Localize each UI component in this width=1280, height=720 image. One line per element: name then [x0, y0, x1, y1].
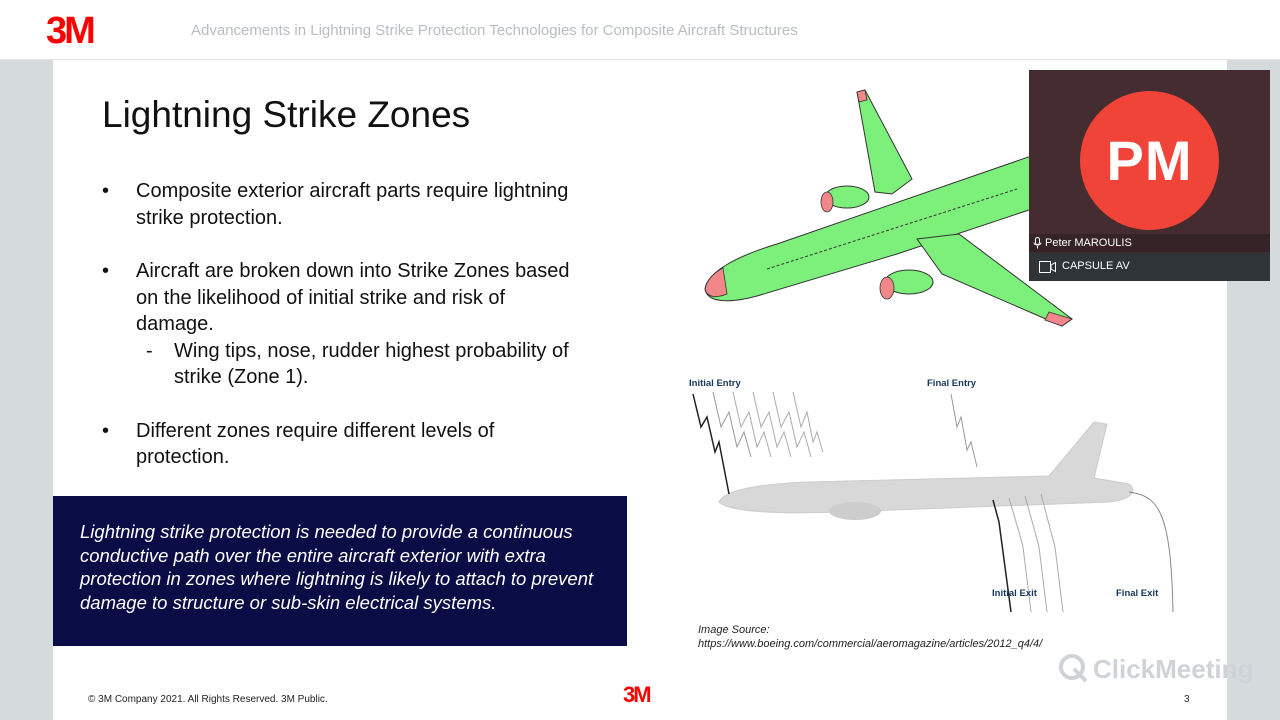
brand-logo: 3M [46, 10, 93, 52]
bullet-item [102, 258, 572, 391]
initial-exit-label: Initial Exit [992, 588, 1037, 599]
bullet-item [102, 418, 572, 471]
bullet-text: Different zones require different levels of protection. [136, 419, 495, 468]
callout-box [53, 496, 627, 646]
final-entry-label: Final Entry [927, 378, 977, 389]
callout-text: Lightning strike protection is needed to provide a continuous conductive path over the entire aircraft exterior with extra protection in zones where lightning is likely to attach to prevent damage to structure or sub-skin electrical systems. [80, 521, 594, 613]
page-number: 3 [1184, 694, 1190, 705]
lightning-path-illustration [689, 372, 1179, 612]
footer-copyright: © 3M Company 2021. All Rights Reserved. 3M Public. [88, 694, 328, 705]
clickmeeting-watermark: ClickMeeting [1093, 654, 1254, 684]
final-exit-label: Final Exit [1116, 588, 1159, 599]
top-bar [0, 0, 1280, 60]
image-source-credit [698, 623, 1042, 651]
strike-zone-aircraft-illustration [697, 84, 1077, 334]
microphone-icon[interactable] [1033, 237, 1042, 249]
sub-bullet-item [102, 338, 572, 391]
sub-bullet-dash: - [146, 339, 153, 362]
device-row [1029, 253, 1270, 281]
participant-video-tile[interactable] [1029, 70, 1270, 281]
participant-name-row [1029, 234, 1270, 252]
bullet-dot: • [102, 180, 110, 202]
image-source-url: https://www.boeing.com/commercial/aeromagazine/articles/2012_q4/4/ [698, 638, 1043, 650]
stage-margin-left [0, 60, 53, 720]
footer-logo: 3M [623, 682, 650, 707]
avatar: PM [1080, 91, 1219, 230]
bullet-list [102, 178, 572, 498]
bullet-text: Aircraft are broken down into Strike Zones based on the likelihood of initial strike and risk of damage. [136, 260, 570, 335]
camera-icon[interactable] [1039, 261, 1056, 273]
bullet-dot: • [102, 260, 110, 282]
bullet-item [102, 178, 572, 231]
sub-bullet-text: Wing tips, nose, rudder highest probability of strike (Zone 1). [174, 339, 569, 388]
slide-title: Lightning Strike Zones [102, 94, 471, 135]
bullet-dot: • [102, 419, 110, 442]
image-source-label: Image Source: [698, 624, 770, 636]
device-label: CAPSULE AV [1062, 260, 1130, 272]
deck-title: Advancements in Lightning Strike Protection Technologies for Composite Aircraft Structures [191, 22, 798, 39]
initial-entry-label: Initial Entry [689, 378, 741, 389]
participant-name: Peter MAROULIS [1045, 237, 1132, 249]
bullet-text: Composite exterior aircraft parts require lightning strike protection. [136, 180, 569, 229]
clickmeeting-logo-icon [1058, 653, 1088, 683]
